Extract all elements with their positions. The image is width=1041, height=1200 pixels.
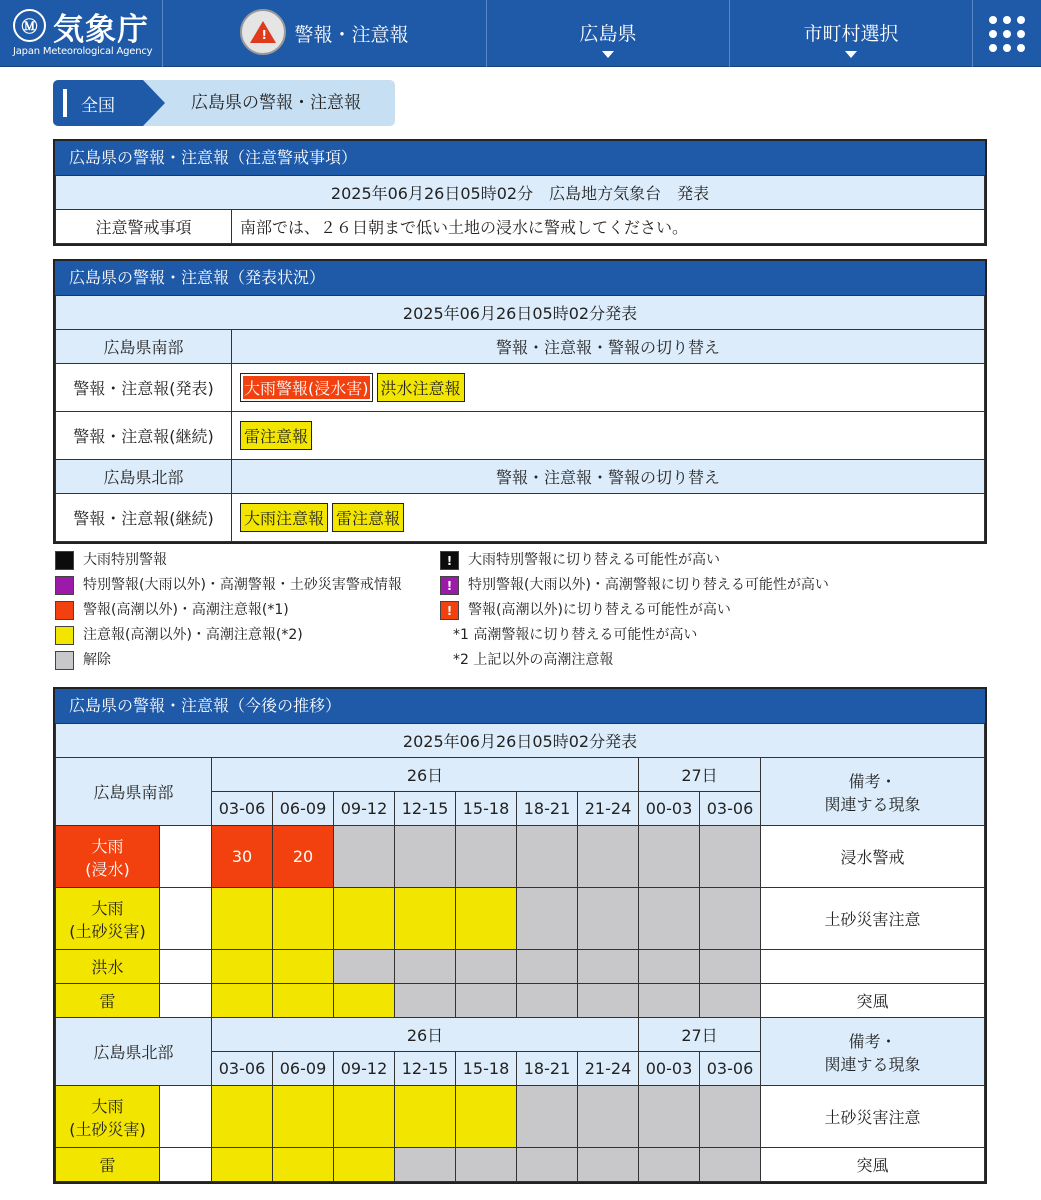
status-row-label: 警報・注意報(継続)	[56, 494, 232, 542]
forecast-cell	[700, 984, 761, 1018]
warning-badge: 大雨注意報	[240, 503, 328, 532]
legend-item	[55, 599, 289, 621]
breadcrumb	[53, 80, 395, 126]
menu-button[interactable]	[972, 0, 1041, 67]
notice-issued: 2025年06月26日05時02分 広島地方気象台 発表	[56, 176, 985, 210]
breadcrumb-arrow-icon	[143, 80, 165, 126]
legend-swatch	[55, 651, 74, 670]
notice-label: 注意警戒事項	[56, 210, 232, 244]
forecast-title: 広島県の警報・注意報（今後の推移）	[55, 689, 985, 723]
legend-label: 大雨特別警報に切り替える可能性が高い	[468, 552, 720, 568]
nav-city-label: 市町村選択	[803, 23, 899, 45]
forecast-phenomenon: 雷	[56, 1148, 160, 1182]
forecast-cell	[212, 984, 273, 1018]
legend-label: 特別警報(大雨以外)・高潮警報に切り替える可能性が高い	[468, 577, 829, 593]
forecast-phenomenon: 大雨 (浸水)	[56, 826, 160, 888]
status-area-south: 広島県南部	[56, 330, 232, 364]
exclamation-icon: !	[440, 576, 459, 595]
forecast-area-name: 広島県南部	[56, 758, 212, 826]
forecast-indicator	[160, 826, 212, 888]
forecast-time-slot: 03-06	[700, 792, 761, 826]
forecast-indicator	[160, 1086, 212, 1148]
legend-item	[440, 574, 829, 596]
forecast-time-slot: 00-03	[639, 1052, 700, 1086]
forecast-remark	[761, 950, 985, 984]
forecast-cell	[517, 826, 578, 888]
forecast-cell	[212, 888, 273, 950]
forecast-day-header: 27日	[639, 1018, 761, 1052]
warning-badge: 大雨警報(浸水害)	[240, 373, 373, 402]
forecast-phenomenon: 大雨 (土砂災害)	[56, 888, 160, 950]
status-title: 広島県の警報・注意報（発表状況）	[55, 261, 985, 295]
warning-badge: 雷注意報	[240, 421, 312, 450]
warning-badge: 雷注意報	[332, 503, 404, 532]
status-table	[53, 259, 987, 544]
forecast-cell	[273, 984, 334, 1018]
forecast-indicator	[160, 888, 212, 950]
forecast-remark: 突風	[761, 1148, 985, 1182]
forecast-cell	[395, 1086, 456, 1148]
forecast-cell	[334, 950, 395, 984]
legend-label: 注意報(高潮以外)・高潮注意報(*2)	[83, 627, 303, 643]
status-badges	[232, 412, 985, 460]
nav-city-select[interactable]	[729, 0, 972, 67]
status-badges	[232, 494, 985, 542]
forecast-day-header: 26日	[212, 758, 639, 792]
forecast-cell	[395, 826, 456, 888]
nav-warnings[interactable]	[162, 0, 486, 67]
forecast-issued: 2025年06月26日05時02分発表	[56, 724, 985, 758]
forecast-cell	[578, 888, 639, 950]
forecast-remark: 突風	[761, 984, 985, 1018]
jma-logo-icon: Ⓜ	[13, 9, 46, 42]
legend-note: *1 高潮警報に切り替える可能性が高い	[453, 627, 698, 643]
forecast-time-slot: 18-21	[517, 792, 578, 826]
chevron-down-icon	[602, 51, 614, 58]
status-col-header: 警報・注意報・警報の切り替え	[232, 460, 985, 494]
forecast-time-slot: 15-18	[456, 792, 517, 826]
forecast-cell	[700, 1086, 761, 1148]
status-row-label: 警報・注意報(継続)	[56, 412, 232, 460]
exclamation-icon: !	[440, 551, 459, 570]
status-area-north: 広島県北部	[56, 460, 232, 494]
forecast-cell	[334, 1086, 395, 1148]
forecast-cell	[334, 826, 395, 888]
status-issued: 2025年06月26日05時02分発表	[56, 296, 985, 330]
forecast-cell	[456, 888, 517, 950]
forecast-cell	[639, 826, 700, 888]
forecast-phenomenon: 大雨 (土砂災害)	[56, 1086, 160, 1148]
forecast-cell	[578, 1086, 639, 1148]
forecast-cell	[456, 1148, 517, 1182]
forecast-cell	[456, 984, 517, 1018]
logo-subtitle: Japan Meteorological Agency	[13, 46, 153, 57]
forecast-remark: 土砂災害注意	[761, 1086, 985, 1148]
forecast-cell	[334, 888, 395, 950]
legend-label: 大雨特別警報	[83, 552, 167, 568]
legend-item	[55, 549, 167, 571]
breadcrumb-home[interactable]: 全国	[53, 80, 143, 126]
forecast-cell	[456, 826, 517, 888]
forecast-cell	[639, 888, 700, 950]
forecast-time-slot: 03-06	[212, 1052, 273, 1086]
jma-logo[interactable]	[0, 0, 162, 67]
legend-label: 警報(高潮以外)に切り替える可能性が高い	[468, 602, 731, 618]
forecast-remarks-header: 備考・ 関連する現象	[761, 758, 985, 826]
forecast-cell: 20	[273, 826, 334, 888]
forecast-cell	[273, 888, 334, 950]
warning-triangle-icon: !	[240, 9, 286, 55]
site-header	[0, 0, 1041, 67]
forecast-day-header: 26日	[212, 1018, 639, 1052]
forecast-cell	[700, 1148, 761, 1182]
legend-note: *2 上記以外の高潮注意報	[453, 652, 614, 668]
forecast-time-slot: 03-06	[700, 1052, 761, 1086]
forecast-time-slot: 00-03	[639, 792, 700, 826]
nav-prefecture[interactable]	[486, 0, 729, 67]
forecast-cell	[273, 950, 334, 984]
forecast-cell	[517, 888, 578, 950]
forecast-day-header: 27日	[639, 758, 761, 792]
forecast-time-slot: 09-12	[334, 792, 395, 826]
forecast-cell	[395, 1148, 456, 1182]
legend-label: 特別警報(大雨以外)・高潮警報・土砂災害警戒情報	[83, 577, 402, 593]
forecast-cell	[639, 1086, 700, 1148]
forecast-cell	[456, 1086, 517, 1148]
forecast-time-slot: 21-24	[578, 1052, 639, 1086]
warning-badge: 洪水注意報	[377, 373, 465, 402]
forecast-time-slot: 12-15	[395, 1052, 456, 1086]
forecast-phenomenon: 洪水	[56, 950, 160, 984]
forecast-remark: 土砂災害注意	[761, 888, 985, 950]
forecast-cell	[334, 984, 395, 1018]
forecast-cell	[395, 984, 456, 1018]
forecast-indicator	[160, 1148, 212, 1182]
legend-swatch	[55, 576, 74, 595]
forecast-time-slot: 12-15	[395, 792, 456, 826]
forecast-cell	[395, 888, 456, 950]
forecast-time-slot: 06-09	[273, 1052, 334, 1086]
forecast-time-slot: 15-18	[456, 1052, 517, 1086]
forecast-cell	[456, 950, 517, 984]
legend-item	[55, 649, 111, 671]
nav-prefecture-label: 広島県	[579, 23, 637, 45]
forecast-indicator	[160, 984, 212, 1018]
forecast-time-slot: 03-06	[212, 792, 273, 826]
forecast-cell	[517, 1086, 578, 1148]
forecast-cell	[578, 826, 639, 888]
status-col-header: 警報・注意報・警報の切り替え	[232, 330, 985, 364]
legend-swatch	[55, 551, 74, 570]
legend-item	[55, 574, 402, 596]
logo-title: 気象庁	[53, 12, 149, 48]
legend-item	[440, 599, 731, 621]
notice-text: 南部では、２６日朝まで低い土地の浸水に警戒してください。	[232, 210, 985, 244]
forecast-cell	[700, 826, 761, 888]
forecast-cell	[517, 984, 578, 1018]
forecast-cell	[273, 1148, 334, 1182]
forecast-time-slot: 21-24	[578, 792, 639, 826]
forecast-time-slot: 06-09	[273, 792, 334, 826]
forecast-cell: 30	[212, 826, 273, 888]
forecast-cell	[639, 984, 700, 1018]
forecast-cell	[212, 950, 273, 984]
status-row-label: 警報・注意報(発表)	[56, 364, 232, 412]
status-badges	[232, 364, 985, 412]
forecast-cell	[639, 950, 700, 984]
forecast-area-name: 広島県北部	[56, 1018, 212, 1086]
forecast-remark: 浸水警戒	[761, 826, 985, 888]
legend-swatch	[55, 601, 74, 620]
forecast-time-slot: 09-12	[334, 1052, 395, 1086]
legend-item	[440, 549, 720, 571]
exclamation-icon: !	[440, 601, 459, 620]
forecast-cell	[700, 888, 761, 950]
legend	[55, 549, 995, 673]
legend-swatch	[55, 626, 74, 645]
legend-item	[55, 624, 303, 646]
forecast-cell	[273, 1086, 334, 1148]
forecast-cell	[212, 1148, 273, 1182]
forecast-time-slot: 18-21	[517, 1052, 578, 1086]
forecast-remarks-header: 備考・ 関連する現象	[761, 1018, 985, 1086]
forecast-cell	[517, 1148, 578, 1182]
forecast-cell	[578, 950, 639, 984]
forecast-cell	[517, 950, 578, 984]
breadcrumb-current: 広島県の警報・注意報	[191, 93, 361, 113]
notice-title: 広島県の警報・注意報（注意警戒事項）	[55, 141, 985, 175]
forecast-indicator	[160, 950, 212, 984]
forecast-table	[53, 687, 987, 1184]
forecast-cell	[578, 1148, 639, 1182]
notice-table	[53, 139, 987, 246]
legend-label: 解除	[83, 652, 111, 668]
legend-label: 警報(高潮以外)・高潮注意報(*1)	[83, 602, 289, 618]
nav-warnings-label: 警報・注意報	[294, 24, 409, 46]
chevron-down-icon	[845, 51, 857, 58]
forecast-cell	[212, 1086, 273, 1148]
forecast-cell	[395, 950, 456, 984]
grid-menu-icon	[989, 16, 1025, 52]
forecast-cell	[639, 1148, 700, 1182]
forecast-phenomenon: 雷	[56, 984, 160, 1018]
forecast-cell	[334, 1148, 395, 1182]
forecast-cell	[700, 950, 761, 984]
forecast-cell	[578, 984, 639, 1018]
